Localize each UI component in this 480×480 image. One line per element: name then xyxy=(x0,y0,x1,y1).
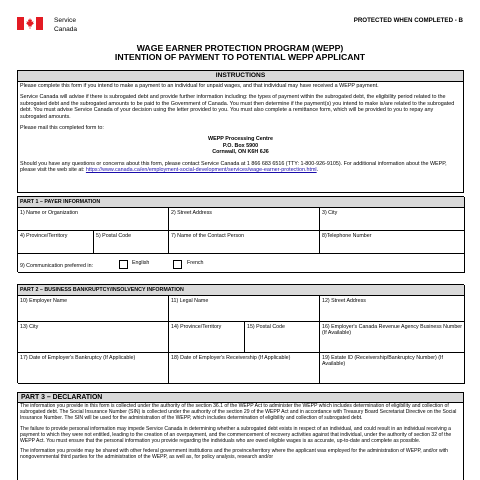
bankruptcy-date-field[interactable]: 17) Date of Employer's Bankruptcy (If Applicable) xyxy=(18,353,169,384)
employer-province-field[interactable]: 14) Province/Territory xyxy=(169,322,245,353)
french-checkbox[interactable] xyxy=(173,260,182,269)
english-label: English xyxy=(132,260,150,266)
french-label: French xyxy=(187,260,204,266)
estate-id-field[interactable]: 19) Estate ID (Receivership/Bankruptcy Number) (If Available) xyxy=(320,353,465,384)
postal-code-field[interactable]: 5) Postal Code xyxy=(94,231,169,254)
declaration-body xyxy=(17,403,464,480)
employer-street-field[interactable]: 12) Street Address xyxy=(320,296,465,322)
mailing-address: WEPP Processing Centre P.O. Box 5900 Cornwall, ON K6H 6J6 xyxy=(208,136,273,156)
protected-label: PROTECTED WHEN COMPLETED - B xyxy=(353,17,463,24)
instructions-heading: INSTRUCTIONS xyxy=(17,70,464,81)
instructions-body xyxy=(17,81,464,193)
name-organization-field[interactable]: 1) Name or Organization xyxy=(18,208,169,231)
telephone-field[interactable]: 8)Telephone Number xyxy=(320,231,465,254)
communication-label: 9) Communication preferred in: xyxy=(20,263,94,269)
communication-row xyxy=(18,254,465,273)
wepp-website-link[interactable]: https://www.canada.ca/en/employment-social-development/services/wage-earner-protection.html xyxy=(85,167,317,174)
employer-city-field[interactable]: 13) City xyxy=(18,322,169,353)
instructions-paragraph: Service Canada will advise if there is subrogated debt and provide further information including: the types of payment within the subrogated debt, the eligibility period related to the subrogated debt and the subrogated amounts to be paid to the Government of Canada. You must then determine if the payment(s) you intend to make is/are related to the subrogated debt. You must advise Service Canada of your decision using the letter provided to you. You must also complete a remittance form, which will be provided to you to repay any subrogated amounts. xyxy=(20,94,455,120)
department-signature: Service Canada xyxy=(54,17,78,33)
legal-name-field[interactable]: 11) Legal Name xyxy=(169,296,320,322)
city-field[interactable]: 3) City xyxy=(320,208,465,231)
business-number-field[interactable]: 16) Employer's Canada Revenue Agency Business Number (If Available) xyxy=(320,322,465,353)
form-header xyxy=(0,0,480,40)
part1-heading: PART 1 – PAYER INFORMATION xyxy=(18,197,465,208)
part3-heading: PART 3 – DECLARATION xyxy=(17,392,464,403)
province-field[interactable]: 4) Province/Territory xyxy=(18,231,94,254)
declaration-paragraph: The information you provide may be shared with other federal government institutions and the province/territory where the applicant was employed for the administration of WEPP, and/or with nongovernmental third parties for the administration of the WEPP, as well as, for policy analysis, research and/or xyxy=(20,448,449,461)
instructions-paragraph: Should you have any questions or concerns about this form, please contact Service Canada at 1 866 683 6516 (TTY: 1-800-926-9105). For additional information about the WEPP, please visit the web site at: https://www.canada.ca/en/employment-social-development/services/wage-earner-protection.html. xyxy=(20,160,447,174)
part2-section xyxy=(17,284,464,383)
canada-flag-icon xyxy=(17,17,43,30)
instructions-paragraph: Please complete this form if you intend to make a payment to an individual for unpaid wages, and that individual may have received a WEPP payment. xyxy=(20,83,379,89)
employer-name-field[interactable]: 10) Employer Name xyxy=(18,296,169,322)
street-address-field[interactable]: 2) Street Address xyxy=(169,208,320,231)
part2-heading: PART 2 – BUSINESS BANKRUPTCY/INSOLVENCY INFORMATION xyxy=(18,285,465,296)
declaration-paragraph: The failure to provide personal information may impede Service Canada in determining whether a subrogated debt exists in respect of an individual, and could result in an individual receiving a payment to which they were not entitled, leading to the creation of an overpayment, and the commencement of recovery activities against that individual, under the authority of section 32 of the WEPP Act. You must ensure that the personal information you provide regarding the individuals who are owed eligible wages is as accurate, up-to-date and complete as possible. xyxy=(20,425,452,444)
receivership-date-field[interactable]: 18) Date of Employer's Receivership (If Applicable) xyxy=(169,353,320,384)
declaration-paragraph: The information you provide in this form is collected under the authority of the section 36.1 of the WEPP Act to administer the WEPP which includes determination of eligibility and collection of subrogated debt. The Social Insurance Number (SIN) is collected under the authority of the section 29 of the WEPP Act and in accordance with Treasury Board Secretariat Directive on the Social Insurance Number. The SIN will be used for the administration of the WEPP, which includes determination of eligibility and collection of subrogated debt. xyxy=(20,403,457,421)
contact-person-field[interactable]: 7) Name of the Contact Person xyxy=(169,231,320,254)
form-subtitle: INTENTION OF PAYMENT TO POTENTIAL WEPP APPLICANT xyxy=(114,52,366,62)
form-title: WAGE EARNER PROTECTION PROGRAM (WEPP) xyxy=(136,43,344,53)
instructions-paragraph: Please mail this completed form to: xyxy=(20,125,104,132)
english-checkbox[interactable] xyxy=(119,260,128,269)
employer-postal-field[interactable]: 15) Postal Code xyxy=(245,322,320,353)
part1-section xyxy=(17,196,464,272)
